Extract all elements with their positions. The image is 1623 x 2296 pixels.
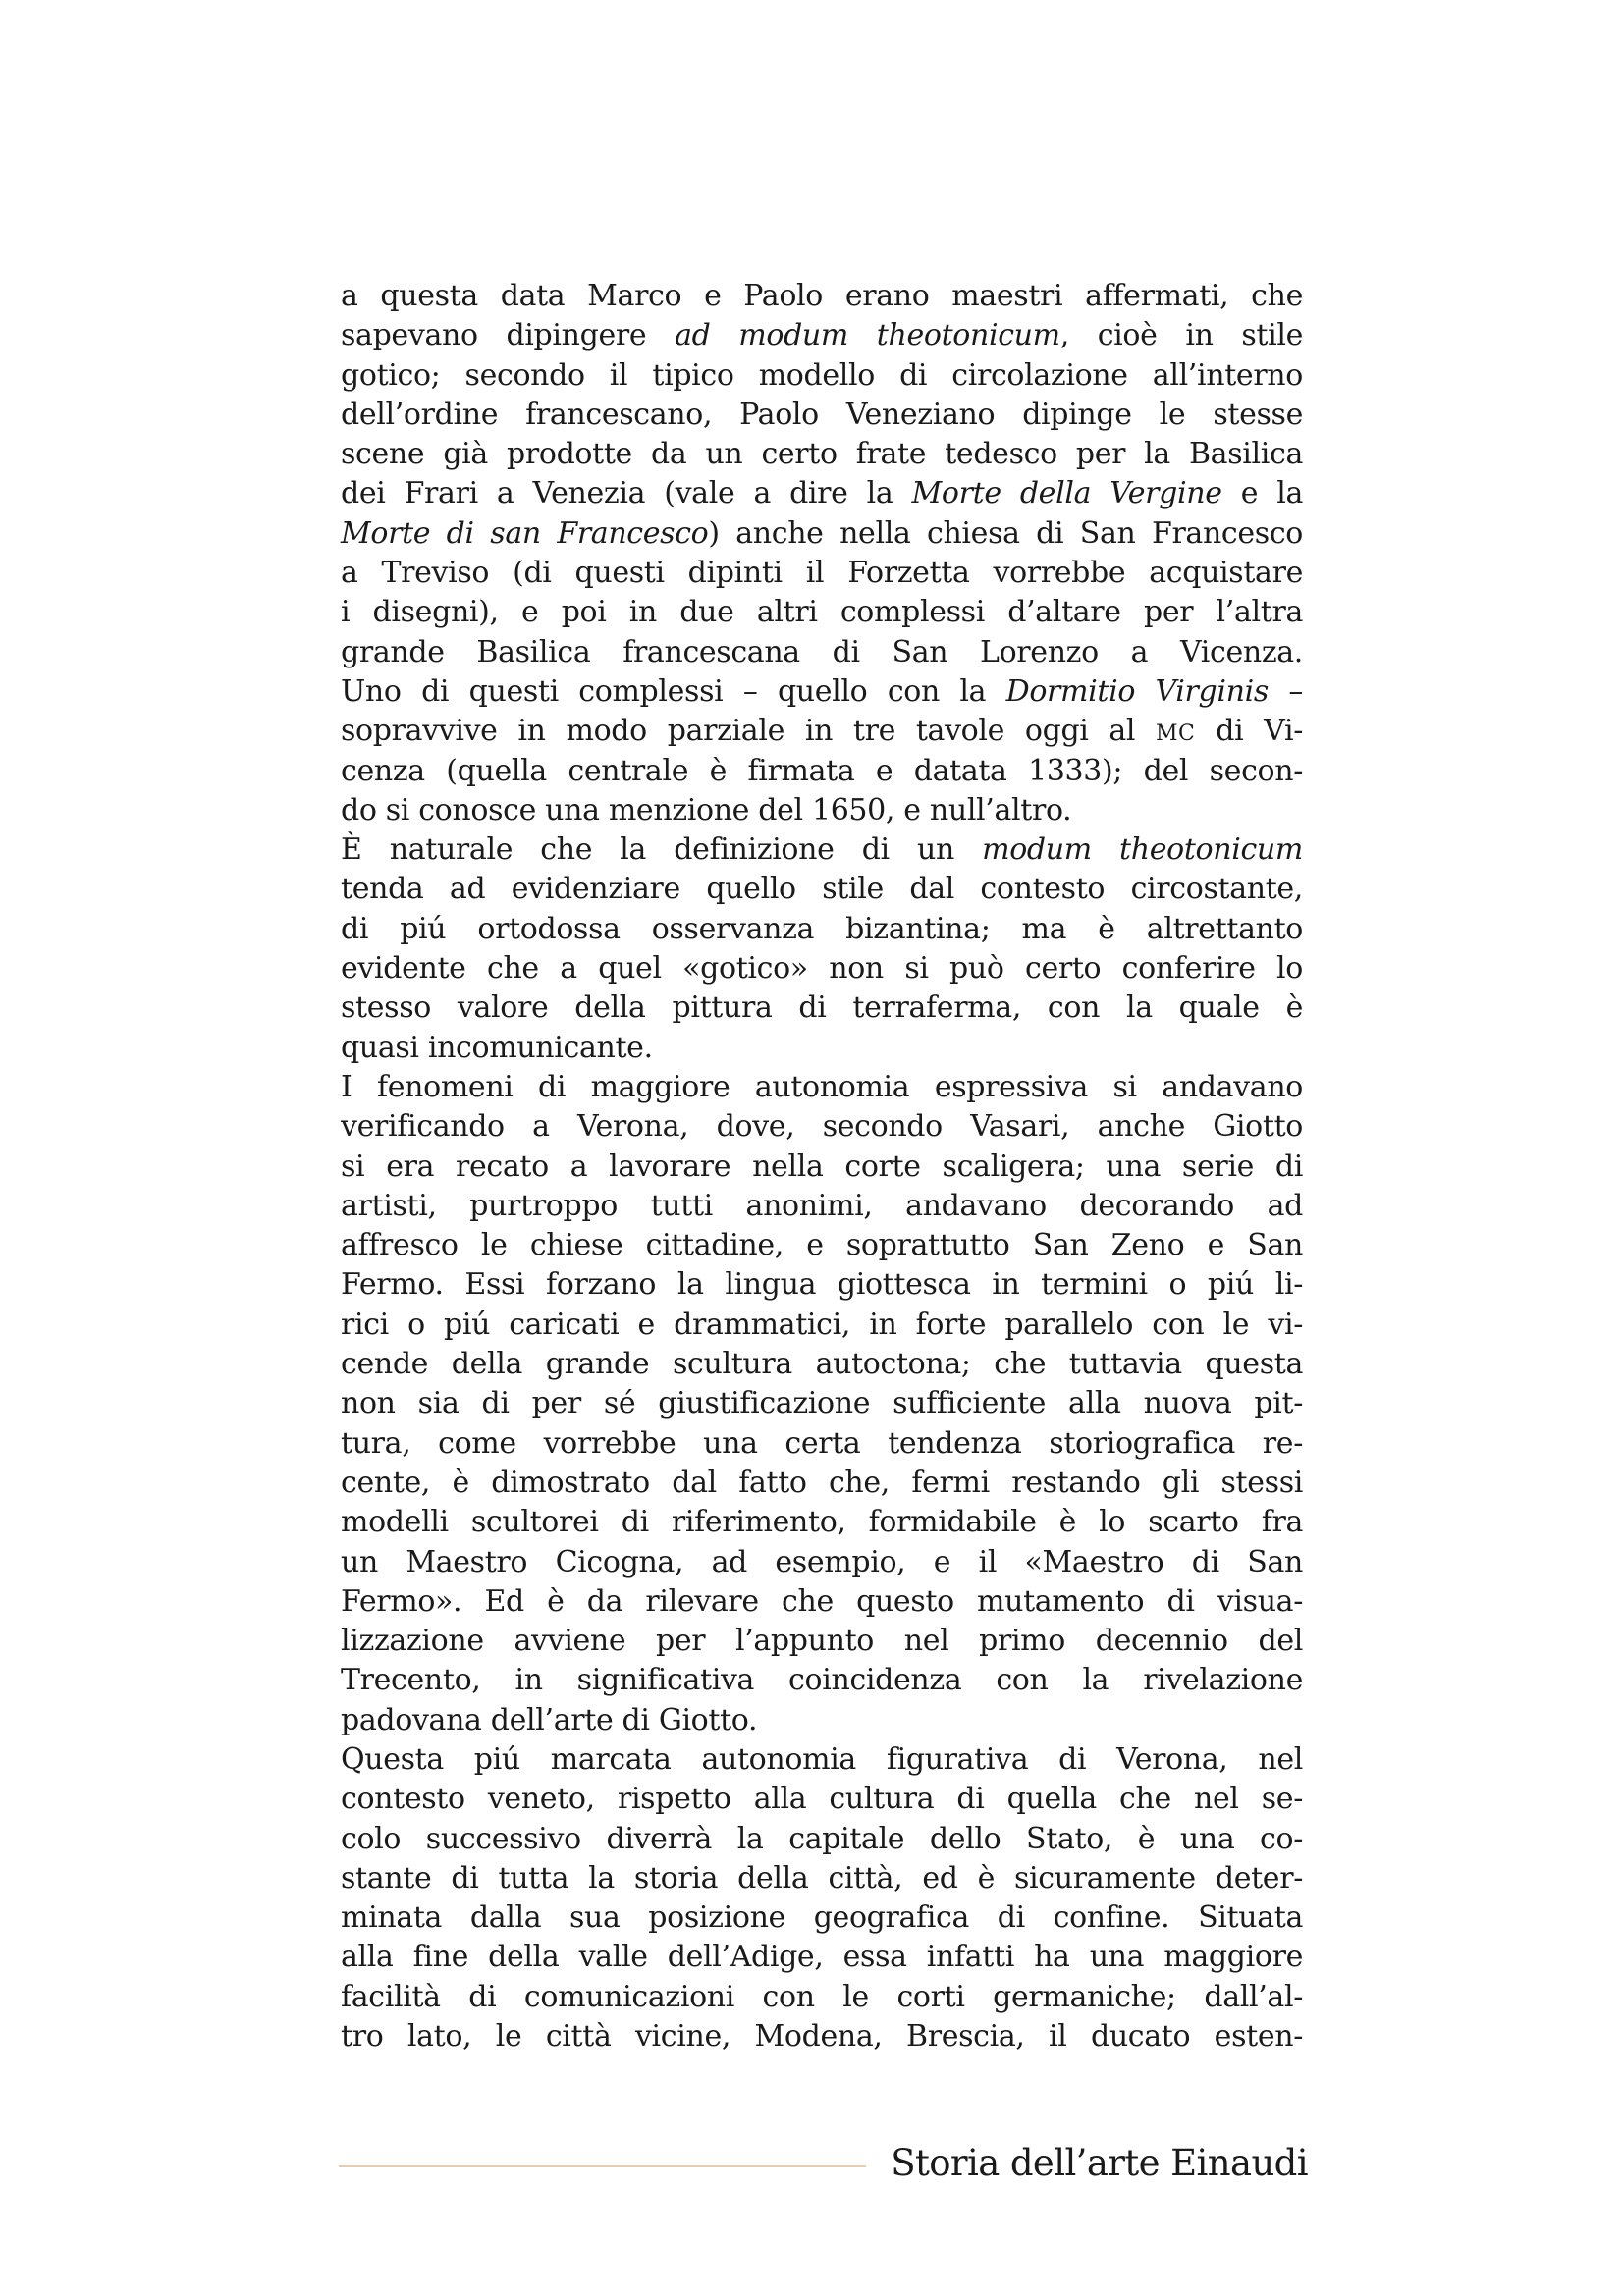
text-run: gotico; secondo il tipico modello di circolazione all’interno	[341, 357, 1303, 393]
text-line	[341, 2017, 1303, 2056]
text-line	[341, 277, 1303, 316]
text-run: È naturale che la definizione di un	[341, 832, 983, 868]
text-line	[341, 1582, 1303, 1622]
text-run: tura, come vorrebbe una certa tendenza storiografica re-	[341, 1425, 1303, 1461]
text-line	[341, 1820, 1303, 1859]
text-run: sopravvive in modo parziale in tre tavole oggi al	[341, 714, 1157, 749]
text-run: dell’ordine francescano, Paolo Veneziano dipinge le stesse	[341, 397, 1303, 432]
text-run: non sia di per sé giustificazione sufficiente alla nuova pit-	[341, 1386, 1303, 1421]
text-line	[341, 712, 1303, 751]
text-run: scene già prodotte da un certo frate tedesco per la Basilica	[341, 437, 1303, 472]
text-run: verificando a Verona, dove, secondo Vasari, anche Giotto	[341, 1109, 1303, 1145]
text-run: affresco le chiese cittadine, e soprattutto San Zeno e San	[341, 1228, 1303, 1263]
text-run: Uno di questi complessi – quello con la	[341, 673, 1006, 709]
text-line	[341, 1543, 1303, 1582]
text-line	[341, 356, 1303, 396]
text-line	[341, 396, 1303, 435]
text-run: dei Frari a Venezia (vale a dire la	[341, 476, 912, 511]
text-run: alla fine della valle dell’Adige, essa infatti ha una maggiore	[341, 1940, 1303, 1975]
text-run: Fermo». Ed è da rilevare che questo mutamento di visua-	[341, 1583, 1303, 1619]
text-run: –	[1268, 673, 1303, 709]
italic-run: modum theotonicum	[982, 832, 1303, 868]
text-line	[341, 1780, 1303, 1819]
text-run: facilità di comunicazioni con le corti germaniche; dall’al-	[341, 1979, 1303, 2014]
text-run: e la	[1221, 476, 1304, 511]
text-run: un Maestro Cicogna, ad esempio, e il «Maestro di San	[341, 1544, 1303, 1579]
text-line	[341, 1701, 1303, 1740]
text-line	[341, 435, 1303, 474]
text-run: stesso valore della pittura di terraferma, con la quale è	[341, 990, 1303, 1026]
italic-run: Dormitio Virginis	[1005, 673, 1269, 709]
text-line	[341, 593, 1303, 632]
text-line	[341, 949, 1303, 988]
text-line	[341, 1938, 1303, 1977]
text-run: a Treviso (di questi dipinti il Forzetta vorrebbe acquistare	[341, 556, 1303, 591]
text-run: di piú ortodossa osservanza bizantina; ma è altrettanto	[341, 911, 1303, 946]
text-line	[341, 633, 1303, 672]
text-line	[341, 870, 1303, 909]
text-run: tenda ad evidenziare quello stile dal contesto circostante,	[341, 872, 1303, 907]
text-run: sapevano dipingere	[341, 318, 676, 353]
italic-run: Morte della Vergine	[911, 476, 1222, 511]
text-line	[341, 988, 1303, 1028]
text-line	[341, 514, 1303, 554]
text-run: quasi incomunicante.	[341, 1030, 653, 1065]
italic-run: Morte di san Francesco	[341, 515, 709, 551]
text-line	[341, 1503, 1303, 1542]
text-line	[341, 1029, 1303, 1068]
text-run: minata dalla sua posizione geografica di confine. Situata	[341, 1900, 1303, 1936]
text-run: modelli scultorei di riferimento, formidabile è lo scarto fra	[341, 1505, 1303, 1540]
text-line	[341, 1740, 1303, 1780]
text-line	[341, 1068, 1303, 1107]
text-line	[341, 1622, 1303, 1661]
text-line	[341, 752, 1303, 791]
text-line	[341, 1265, 1303, 1305]
footer-rule	[339, 2165, 866, 2167]
text-line	[341, 1424, 1303, 1464]
text-run: di Vi-	[1195, 714, 1304, 749]
text-run: stante di tutta la storia della città, ed è sicuramente deter-	[341, 1860, 1303, 1896]
footer-title: Storia dell’arte Einaudi	[891, 2142, 1308, 2184]
text-line	[341, 1226, 1303, 1265]
text-run: cenza (quella centrale è firmata e datata 1333); del secon-	[341, 753, 1303, 788]
text-line	[341, 1306, 1303, 1345]
text-run: I fenomeni di maggiore autonomia espressiva si andavano	[341, 1069, 1303, 1104]
text-run: lizzazione avviene per l’appunto nel primo decennio del	[341, 1624, 1303, 1659]
text-line	[341, 910, 1303, 949]
text-run: cente, è dimostrato dal fatto che, fermi restando gli stessi	[341, 1465, 1303, 1500]
smallcaps-run: MC	[1156, 721, 1196, 747]
text-run: ) anche nella chiesa di San Francesco	[708, 515, 1304, 551]
text-line	[341, 1148, 1303, 1187]
text-line	[341, 1859, 1303, 1898]
text-run: do si conosce una menzione del 1650, e null’altro.	[341, 792, 1072, 828]
text-run: padovana dell’arte di Giotto.	[341, 1702, 758, 1737]
text-run: i disegni), e poi in due altri complessi d’altare per l’altra	[341, 595, 1303, 630]
text-line	[341, 554, 1303, 593]
text-run: grande Basilica francescana di San Lorenzo a Vicenza.	[341, 634, 1303, 669]
text-run: rici o piú caricati e drammatici, in forte parallelo con le vi-	[341, 1307, 1303, 1342]
text-line	[341, 830, 1303, 870]
text-run: si era recato a lavorare nella corte scaligera; una serie di	[341, 1148, 1303, 1184]
text-line	[341, 1898, 1303, 1938]
text-run: contesto veneto, rispetto alla cultura di quella che nel se-	[341, 1782, 1303, 1817]
text-line	[341, 1345, 1303, 1384]
text-line	[341, 474, 1303, 513]
text-run: a questa data Marco e Paolo erano maestri affermati, che	[341, 279, 1303, 313]
text-run: Questa piú marcata autonomia figurativa di Verona, nel	[341, 1741, 1303, 1777]
text-line	[341, 1107, 1303, 1147]
text-line	[341, 1384, 1303, 1423]
text-line	[341, 791, 1303, 830]
body-text	[341, 277, 1303, 2056]
text-run: cende della grande scultura autoctona; che tuttavia questa	[341, 1347, 1303, 1382]
text-line	[341, 1978, 1303, 2017]
text-line	[341, 672, 1303, 712]
text-line	[341, 1187, 1303, 1226]
italic-run: ad modum theotonicum	[675, 318, 1060, 353]
text-run: colo successivo diverrà la capitale dello Stato, è una co-	[341, 1821, 1303, 1856]
text-run: artisti, purtroppo tutti anonimi, andavano decorando ad	[341, 1188, 1303, 1223]
text-line	[341, 1464, 1303, 1503]
text-run: tro lato, le città vicine, Modena, Brescia, il ducato esten-	[341, 2019, 1303, 2055]
text-line	[341, 1661, 1303, 1700]
text-run: Fermo. Essi forzano la lingua giottesca in termini o piú li-	[341, 1267, 1303, 1303]
text-run: , cioè in stile	[1059, 318, 1303, 353]
text-line	[341, 316, 1303, 355]
text-run: evidente che a quel «gotico» non si può certo conferire lo	[341, 951, 1303, 987]
text-run: Trecento, in significativa coincidenza con la rivelazione	[341, 1663, 1303, 1698]
